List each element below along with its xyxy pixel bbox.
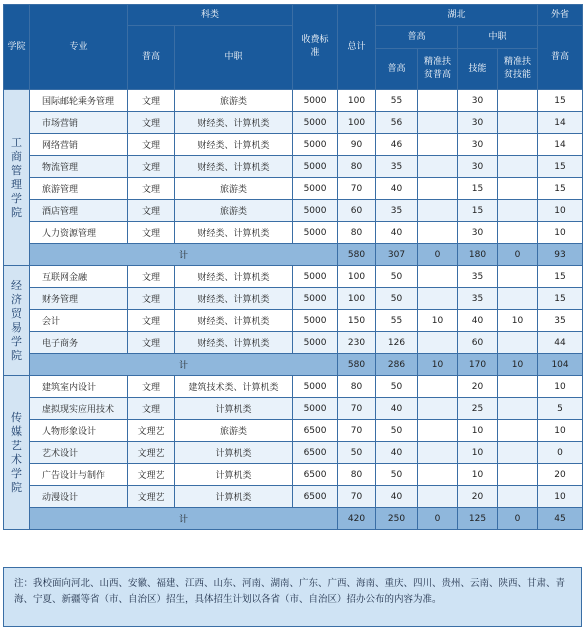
header-total: 总计: [338, 5, 376, 90]
subtotal-total: 580: [338, 244, 376, 266]
other-province-cell: 10: [538, 486, 583, 508]
college-name-char: 院: [11, 205, 22, 219]
fee-cell: 5000: [293, 332, 338, 354]
vocational-cell: 财经类、计算机类: [175, 332, 293, 354]
vocational-cell: 计算机类: [175, 442, 293, 464]
subtotal-hb-general: 250: [376, 508, 418, 530]
general-cell: 文理: [128, 200, 175, 222]
subtotal-total: 580: [338, 354, 376, 376]
hubei-skill-poverty-cell: [498, 398, 538, 420]
hubei-general-cell: 35: [376, 156, 418, 178]
hubei-skill-cell: 25: [458, 398, 498, 420]
other-province-cell: 5: [538, 398, 583, 420]
college-name-char: 工: [11, 135, 22, 149]
header-vocational: 中职: [175, 26, 293, 90]
subtotal-hb-skill-poverty: 0: [498, 244, 538, 266]
table-row: [4, 310, 583, 332]
table-row: [4, 134, 583, 156]
hubei-general-cell: 55: [376, 90, 418, 112]
fee-cell: 6500: [293, 464, 338, 486]
hubei-skill-poverty-cell: 10: [498, 310, 538, 332]
other-province-cell: 44: [538, 332, 583, 354]
fee-cell: 5000: [293, 266, 338, 288]
subtotal-hb-poverty: 0: [418, 508, 458, 530]
total-cell: 70: [338, 398, 376, 420]
general-cell: 文理: [128, 134, 175, 156]
hubei-general-cell: 50: [376, 288, 418, 310]
total-cell: 70: [338, 178, 376, 200]
hubei-skill-cell: 35: [458, 266, 498, 288]
table-row: [4, 112, 583, 134]
table-row: [4, 178, 583, 200]
other-province-cell: 20: [538, 464, 583, 486]
college-name: [4, 266, 30, 376]
subtotal-label: 计: [30, 354, 338, 376]
header-major: 专业: [30, 5, 128, 90]
other-province-cell: 10: [538, 376, 583, 398]
vocational-cell: 计算机类: [175, 464, 293, 486]
hubei-skill-poverty-cell: [498, 486, 538, 508]
total-cell: 230: [338, 332, 376, 354]
table-row: [4, 420, 583, 442]
fee-cell: 5000: [293, 288, 338, 310]
college-name-char: 管: [11, 163, 22, 177]
table-row: [4, 156, 583, 178]
header-other-province: 外省: [538, 5, 583, 26]
general-cell: 文理: [128, 222, 175, 244]
fee-cell: 5000: [293, 178, 338, 200]
hubei-general-cell: 50: [376, 420, 418, 442]
general-cell: 文理: [128, 376, 175, 398]
table-row: [4, 398, 583, 420]
table-row: [4, 288, 583, 310]
hubei-general-cell: 46: [376, 134, 418, 156]
major-name: 人物形象设计: [30, 420, 128, 442]
hubei-poverty-cell: [418, 288, 458, 310]
table-row: [4, 266, 583, 288]
header-hubei-general-regular: 普高: [376, 49, 418, 90]
hubei-poverty-cell: [418, 266, 458, 288]
general-cell: 文理: [128, 288, 175, 310]
general-cell: 文理: [128, 310, 175, 332]
hubei-general-cell: 40: [376, 178, 418, 200]
major-name: 市场营销: [30, 112, 128, 134]
table-row: [4, 442, 583, 464]
subtotal-hb-skill: 125: [458, 508, 498, 530]
college-name-char: 理: [11, 177, 22, 191]
vocational-cell: 财经类、计算机类: [175, 222, 293, 244]
subtotal-hb-general: 307: [376, 244, 418, 266]
table-row: [4, 376, 583, 398]
fee-cell: 5000: [293, 310, 338, 332]
table-row: [4, 486, 583, 508]
hubei-poverty-cell: [418, 376, 458, 398]
hubei-poverty-cell: [418, 222, 458, 244]
hubei-skill-poverty-cell: [498, 112, 538, 134]
major-name: 电子商务: [30, 332, 128, 354]
subtotal-label: 计: [30, 244, 338, 266]
college-name: [4, 376, 30, 530]
major-name: 广告设计与制作: [30, 464, 128, 486]
header-hubei: 湖北: [376, 5, 538, 26]
hubei-skill-cell: 10: [458, 420, 498, 442]
hubei-skill-cell: 10: [458, 442, 498, 464]
other-province-cell: 15: [538, 266, 583, 288]
hubei-skill-poverty-cell: [498, 178, 538, 200]
hubei-poverty-cell: [418, 112, 458, 134]
hubei-general-cell: 40: [376, 398, 418, 420]
hubei-skill-poverty-cell: [498, 376, 538, 398]
college-name-char: 学: [11, 191, 22, 205]
total-cell: 70: [338, 420, 376, 442]
college-name: [4, 90, 30, 266]
subtotal-other: 45: [538, 508, 583, 530]
total-cell: 80: [338, 222, 376, 244]
subtotal-hb-poverty: 10: [418, 354, 458, 376]
vocational-cell: 建筑技术类、计算机类: [175, 376, 293, 398]
other-province-cell: 35: [538, 310, 583, 332]
hubei-poverty-cell: [418, 442, 458, 464]
hubei-skill-cell: 40: [458, 310, 498, 332]
hubei-general-cell: 56: [376, 112, 418, 134]
vocational-cell: 财经类、计算机类: [175, 134, 293, 156]
header-fee: 收费标准: [293, 5, 338, 90]
general-cell: 文理艺: [128, 420, 175, 442]
vocational-cell: 旅游类: [175, 178, 293, 200]
general-cell: 文理: [128, 266, 175, 288]
hubei-skill-cell: 35: [458, 288, 498, 310]
fee-cell: 5000: [293, 134, 338, 156]
general-cell: 文理艺: [128, 464, 175, 486]
table-row: [4, 464, 583, 486]
hubei-general-cell: 50: [376, 266, 418, 288]
hubei-skill-poverty-cell: [498, 420, 538, 442]
hubei-skill-cell: 15: [458, 200, 498, 222]
fee-cell: 5000: [293, 156, 338, 178]
college-name-char: 经: [11, 278, 22, 292]
table-row: [4, 200, 583, 222]
hubei-general-cell: 40: [376, 222, 418, 244]
fee-cell: 5000: [293, 398, 338, 420]
subtotal-other: 93: [538, 244, 583, 266]
major-name: 财务管理: [30, 288, 128, 310]
subtotal-row: [4, 354, 583, 376]
table-body: [4, 90, 583, 530]
header-hubei-voc-poverty: 精准扶贫技能: [498, 49, 538, 90]
hubei-skill-poverty-cell: [498, 332, 538, 354]
total-cell: 80: [338, 376, 376, 398]
subtotal-other: 104: [538, 354, 583, 376]
general-cell: 文理: [128, 156, 175, 178]
major-name: 网络营销: [30, 134, 128, 156]
hubei-general-cell: 50: [376, 464, 418, 486]
other-province-cell: 14: [538, 112, 583, 134]
general-cell: 文理艺: [128, 486, 175, 508]
vocational-cell: 财经类、计算机类: [175, 288, 293, 310]
other-province-cell: 15: [538, 288, 583, 310]
hubei-poverty-cell: [418, 398, 458, 420]
vocational-cell: 财经类、计算机类: [175, 156, 293, 178]
other-province-cell: 15: [538, 178, 583, 200]
fee-cell: 6500: [293, 486, 338, 508]
total-cell: 100: [338, 266, 376, 288]
header-hubei-voc-skill: 技能: [458, 49, 498, 90]
hubei-general-cell: 55: [376, 310, 418, 332]
other-province-cell: 10: [538, 200, 583, 222]
fee-cell: 5000: [293, 200, 338, 222]
header-college: 学院: [4, 5, 30, 90]
hubei-skill-cell: 10: [458, 464, 498, 486]
vocational-cell: 旅游类: [175, 90, 293, 112]
hubei-poverty-cell: [418, 134, 458, 156]
subtotal-label: 计: [30, 508, 338, 530]
subtotal-total: 420: [338, 508, 376, 530]
college-name-char: 济: [11, 292, 22, 306]
other-province-cell: 14: [538, 134, 583, 156]
hubei-poverty-cell: [418, 200, 458, 222]
hubei-general-cell: 35: [376, 200, 418, 222]
general-cell: 文理: [128, 398, 175, 420]
header-hubei-vocational: 中职: [458, 26, 538, 49]
general-cell: 文理: [128, 112, 175, 134]
major-name: 国际邮轮乘务管理: [30, 90, 128, 112]
hubei-skill-poverty-cell: [498, 266, 538, 288]
college-name-char: 术: [11, 452, 22, 466]
college-name-char: 商: [11, 149, 22, 163]
fee-cell: 5000: [293, 376, 338, 398]
hubei-skill-poverty-cell: [498, 90, 538, 112]
other-province-cell: 15: [538, 156, 583, 178]
hubei-skill-poverty-cell: [498, 134, 538, 156]
table-row: [4, 90, 583, 112]
hubei-skill-cell: 30: [458, 222, 498, 244]
college-name-char: 媒: [11, 424, 22, 438]
subtotal-row: [4, 244, 583, 266]
header-other-general: 普高: [538, 26, 583, 90]
vocational-cell: 旅游类: [175, 420, 293, 442]
hubei-skill-poverty-cell: [498, 222, 538, 244]
total-cell: 100: [338, 112, 376, 134]
major-name: 虚拟现实应用技术: [30, 398, 128, 420]
total-cell: 80: [338, 156, 376, 178]
major-name: 旅游管理: [30, 178, 128, 200]
hubei-skill-cell: 20: [458, 486, 498, 508]
hubei-poverty-cell: [418, 420, 458, 442]
major-name: 艺术设计: [30, 442, 128, 464]
total-cell: 150: [338, 310, 376, 332]
vocational-cell: 财经类、计算机类: [175, 310, 293, 332]
hubei-skill-poverty-cell: [498, 156, 538, 178]
hubei-skill-cell: 20: [458, 376, 498, 398]
college-name-char: 艺: [11, 438, 22, 452]
fee-cell: 6500: [293, 420, 338, 442]
hubei-general-cell: 126: [376, 332, 418, 354]
major-name: 建筑室内设计: [30, 376, 128, 398]
subtotal-hb-poverty: 0: [418, 244, 458, 266]
header-subject-group: 科类: [128, 5, 293, 26]
hubei-skill-poverty-cell: [498, 288, 538, 310]
college-name-char: 贸: [11, 306, 22, 320]
hubei-general-cell: 50: [376, 376, 418, 398]
total-cell: 70: [338, 486, 376, 508]
major-name: 酒店管理: [30, 200, 128, 222]
major-name: 人力资源管理: [30, 222, 128, 244]
other-province-cell: 10: [538, 222, 583, 244]
fee-cell: 5000: [293, 90, 338, 112]
subtotal-row: [4, 508, 583, 530]
fee-cell: 5000: [293, 112, 338, 134]
total-cell: 90: [338, 134, 376, 156]
enrollment-table: [3, 4, 583, 530]
hubei-skill-poverty-cell: [498, 200, 538, 222]
college-name-char: 院: [11, 480, 22, 494]
other-province-cell: 10: [538, 420, 583, 442]
major-name: 动漫设计: [30, 486, 128, 508]
fee-cell: 6500: [293, 442, 338, 464]
hubei-poverty-cell: 10: [418, 310, 458, 332]
subtotal-hb-skill: 180: [458, 244, 498, 266]
college-name-char: 易: [11, 320, 22, 334]
fee-cell: 5000: [293, 222, 338, 244]
vocational-cell: 旅游类: [175, 200, 293, 222]
hubei-poverty-cell: [418, 156, 458, 178]
header-hubei-general-poverty: 精准扶贫普高: [418, 49, 458, 90]
major-name: 互联网金融: [30, 266, 128, 288]
other-province-cell: 0: [538, 442, 583, 464]
total-cell: 100: [338, 90, 376, 112]
other-province-cell: 15: [538, 90, 583, 112]
hubei-skill-poverty-cell: [498, 442, 538, 464]
table-row: [4, 332, 583, 354]
hubei-general-cell: 40: [376, 442, 418, 464]
hubei-skill-cell: 15: [458, 178, 498, 200]
header-general: 普高: [128, 26, 175, 90]
hubei-skill-poverty-cell: [498, 464, 538, 486]
major-name: 会计: [30, 310, 128, 332]
hubei-skill-cell: 30: [458, 156, 498, 178]
hubei-poverty-cell: [418, 178, 458, 200]
college-name-char: 传: [11, 410, 22, 424]
hubei-skill-cell: 30: [458, 90, 498, 112]
subtotal-hb-skill-poverty: 10: [498, 354, 538, 376]
college-name-char: 学: [11, 334, 22, 348]
major-name: 物流管理: [30, 156, 128, 178]
header-hubei-general: 普高: [376, 26, 458, 49]
total-cell: 50: [338, 442, 376, 464]
hubei-poverty-cell: [418, 90, 458, 112]
footnote: 注：我校面向河北、山西、安徽、福建、江西、山东、河南、湖南、广东、广西、海南、重庆、四川、贵州、云南、陕西、甘肃、青海、宁夏、新疆等省（市、自治区）招生，具体招生计划以各省（市、自治区）招办公布的内容为准。: [3, 567, 582, 627]
college-name-char: 院: [11, 348, 22, 362]
general-cell: 文理: [128, 332, 175, 354]
hubei-poverty-cell: [418, 332, 458, 354]
total-cell: 60: [338, 200, 376, 222]
hubei-poverty-cell: [418, 486, 458, 508]
hubei-poverty-cell: [418, 464, 458, 486]
vocational-cell: 财经类、计算机类: [175, 112, 293, 134]
hubei-skill-cell: 30: [458, 134, 498, 156]
hubei-skill-cell: 30: [458, 112, 498, 134]
vocational-cell: 计算机类: [175, 486, 293, 508]
subtotal-hb-general: 286: [376, 354, 418, 376]
hubei-general-cell: 40: [376, 486, 418, 508]
total-cell: 100: [338, 288, 376, 310]
table-row: [4, 222, 583, 244]
subtotal-hb-skill: 170: [458, 354, 498, 376]
general-cell: 文理: [128, 178, 175, 200]
vocational-cell: 计算机类: [175, 398, 293, 420]
vocational-cell: 财经类、计算机类: [175, 266, 293, 288]
college-name-char: 学: [11, 466, 22, 480]
hubei-skill-cell: 60: [458, 332, 498, 354]
general-cell: 文理: [128, 90, 175, 112]
general-cell: 文理艺: [128, 442, 175, 464]
subtotal-hb-skill-poverty: 0: [498, 508, 538, 530]
total-cell: 80: [338, 464, 376, 486]
